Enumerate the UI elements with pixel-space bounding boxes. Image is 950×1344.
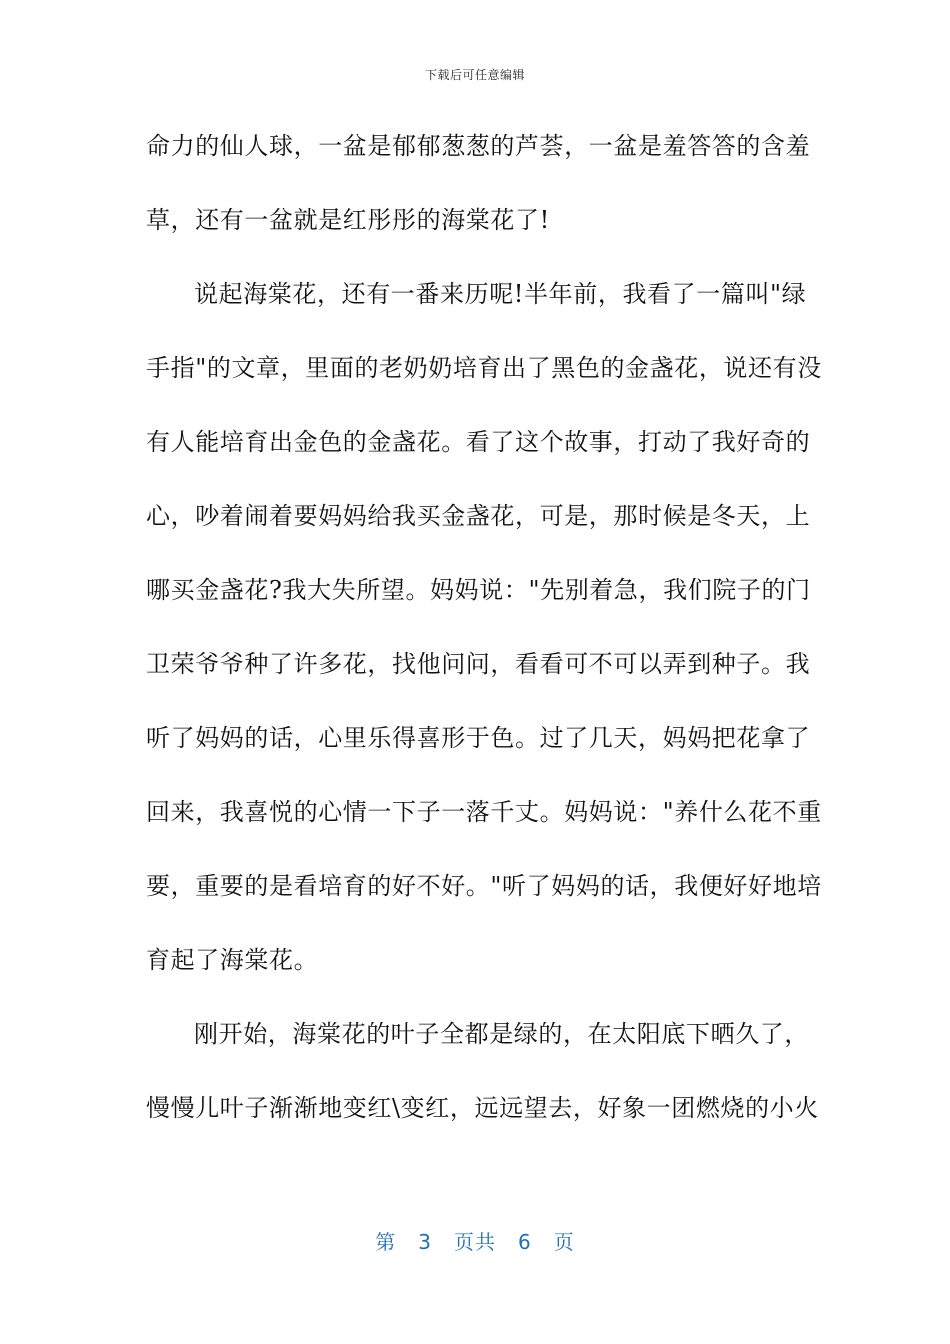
page-footer bbox=[0, 1226, 950, 1255]
body-line: 命力的仙人球，一盆是郁郁葱葱的芦荟，一盆是羞答答的含羞 bbox=[146, 132, 811, 160]
body-line: 育起了海棠花。 bbox=[146, 946, 319, 974]
body-line: 听了妈妈的话，心里乐得喜形于色。过了几天，妈妈把花拿了 bbox=[146, 724, 811, 752]
footer-total-pages: 6 bbox=[518, 1230, 532, 1254]
page-header: 下载后可任意编辑 bbox=[424, 68, 525, 82]
paragraph-start-line: 刚开始，海棠花的叶子全都是绿的，在太阳底下晒久了， bbox=[194, 1020, 809, 1048]
body-line: 心，吵着闹着要妈妈给我买金盏花，可是，那时候是冬天，上 bbox=[146, 502, 811, 530]
body-line: 手指"的文章，里面的老奶奶培育出了黑色的金盏花，说还有没 bbox=[146, 354, 822, 382]
body-line: 卫荣爷爷种了许多花，找他问问，看看可不可以弄到种子。我 bbox=[146, 650, 811, 678]
body-line: 回来，我喜悦的心情一下子一落千丈。妈妈说："养什么花不重 bbox=[146, 798, 822, 826]
footer-suffix: 页 bbox=[553, 1230, 575, 1254]
footer-middle: 页共 bbox=[454, 1230, 496, 1254]
body-line: 草，还有一盆就是红彤彤的海棠花了! bbox=[146, 206, 550, 234]
paragraph-start-line: 说起海棠花，还有一番来历呢!半年前，我看了一篇叫"绿 bbox=[194, 280, 807, 308]
body-line: 哪买金盏花?我大失所望。妈妈说："先别着急，我们院子的门 bbox=[146, 576, 811, 604]
body-line: 有人能培育出金色的金盏花。看了这个故事，打动了我好奇的 bbox=[146, 428, 811, 456]
body-line: 慢慢儿叶子渐渐地变红\变红，远远望去，好象一团燃烧的小火 bbox=[146, 1094, 819, 1122]
footer-page-number: 3 bbox=[418, 1230, 432, 1254]
body-line: 要，重要的是看培育的好不好。"听了妈妈的话，我便好好地培 bbox=[146, 872, 822, 900]
footer-prefix: 第 bbox=[375, 1230, 397, 1254]
